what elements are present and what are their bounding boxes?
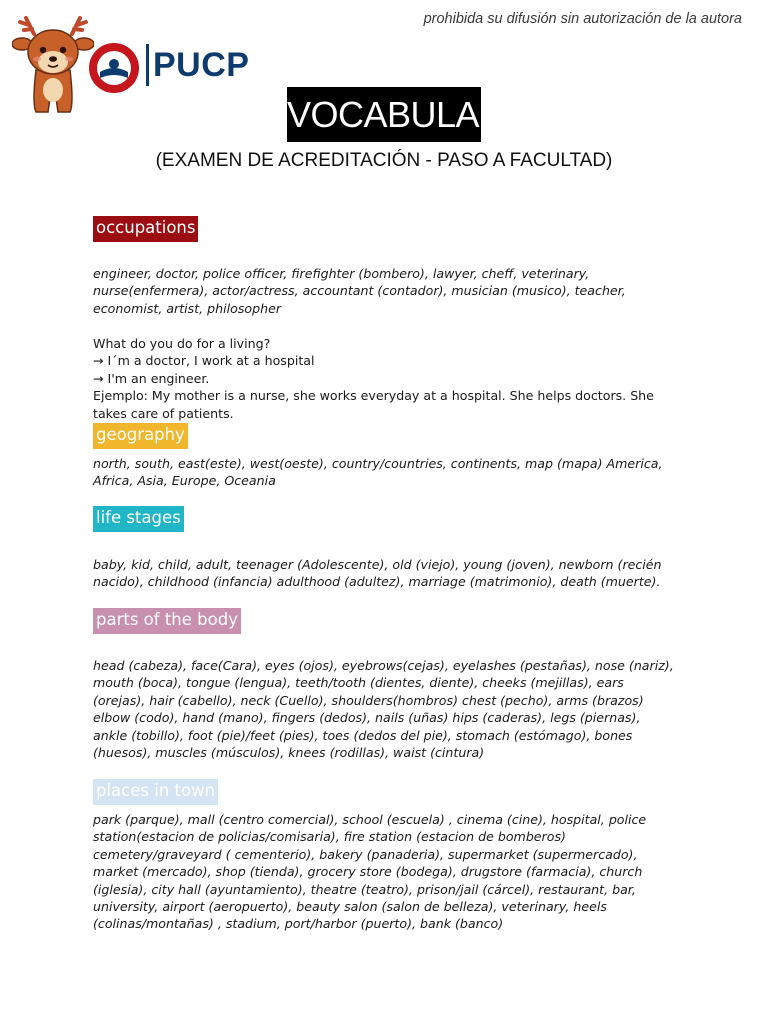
body-parts-word-list: head (cabeza), face(Cara), eyes (ojos), eyebrows(cejas), eyelashes (pestañas), nose (nariz), mouth (boca), tongue (lengua), teeth/tooth (dientes, diente), cheeks (mejillas), ears (orejas), hair (cabello), neck (Cuello), shoulders(hombros) chest (pecho), arms (brazos) elbow (codo), hand (mano), fingers (dedos), nails (uñas) hips (caderas), legs (piernas), ankle (tobillo), foot (pie)/feet (pies), toes (dedos del pie), stomach (estómago), bones (huesos), muscles (músculos), knees (rodillas), waist (cintura) (93, 658, 674, 761)
occupations-examples (93, 335, 678, 422)
copyright-notice: prohibida su difusión sin autorización de la autora (423, 11, 742, 27)
section-label-parts-of-the-body: parts of the body (93, 608, 241, 634)
pucp-logo-text: PUCP (153, 46, 250, 84)
section-label-places-in-town: places in town (93, 779, 218, 805)
example-line: What do you do for a living? (93, 336, 271, 351)
page-title: VOCABULARY (287, 87, 481, 142)
logo-divider (146, 44, 149, 86)
occupations-word-list: engineer, doctor, police officer, firefighter (bombero), lawyer, cheff, veterinary, nurse(enfermera), actor/actress, accountant (contador), musician (musico), teacher, economist, artist, philosopher (93, 266, 626, 316)
section-label-life-stages: life stages (93, 506, 184, 532)
life-stages-word-list: baby, kid, child, adult, teenager (Adolescente), old (viejo), young (joven), newborn (recién nacido), childhood (infancia) adulthood (adultez), marriage (matrimonio), death (muerte). (93, 557, 662, 590)
deer-mascot-icon (12, 12, 94, 116)
example-line: → I'm an engineer. (93, 370, 210, 386)
example-line: Ejemplo: My mother is a nurse, she works everyday at a hospital. She helps doctors. She takes care of patients. (93, 388, 654, 421)
section-label-geography: geography (93, 423, 188, 449)
places-word-list: park (parque), mall (centro comercial), school (escuela) , cinema (cine), hospital, police station(estacion de policias/comisaria), fire station (estacion de bomberos) cemetery/graveyard ( cementerio), bakery (panaderia), supermarket (supermercado), market (mercado), shop (tienda), grocery store (bodega), drugstore (farmacia), church (iglesia), city hall (ayuntamiento), theatre (teatro), prison/jail (cárcel), restaurant, bar, university, airport (aeropuerto), beauty salon (salon de belleza), veterinary, heels (colinas/montañas) , stadium, port/harbor (puerto), bank (banco) (93, 812, 647, 932)
section-label-occupations: occupations (93, 216, 198, 242)
page-subtitle: (EXAMEN DE ACREDITACIÓN - PASO A FACULTAD) (155, 150, 613, 171)
example-line: → I´m a doctor, I work at a hospital (93, 353, 315, 369)
geography-word-list: north, south, east(este), west(oeste), country/countries, continents, map (mapa) America, Africa, Asia, Europe, Oceania (93, 456, 663, 489)
pucp-seal-icon (88, 42, 140, 94)
